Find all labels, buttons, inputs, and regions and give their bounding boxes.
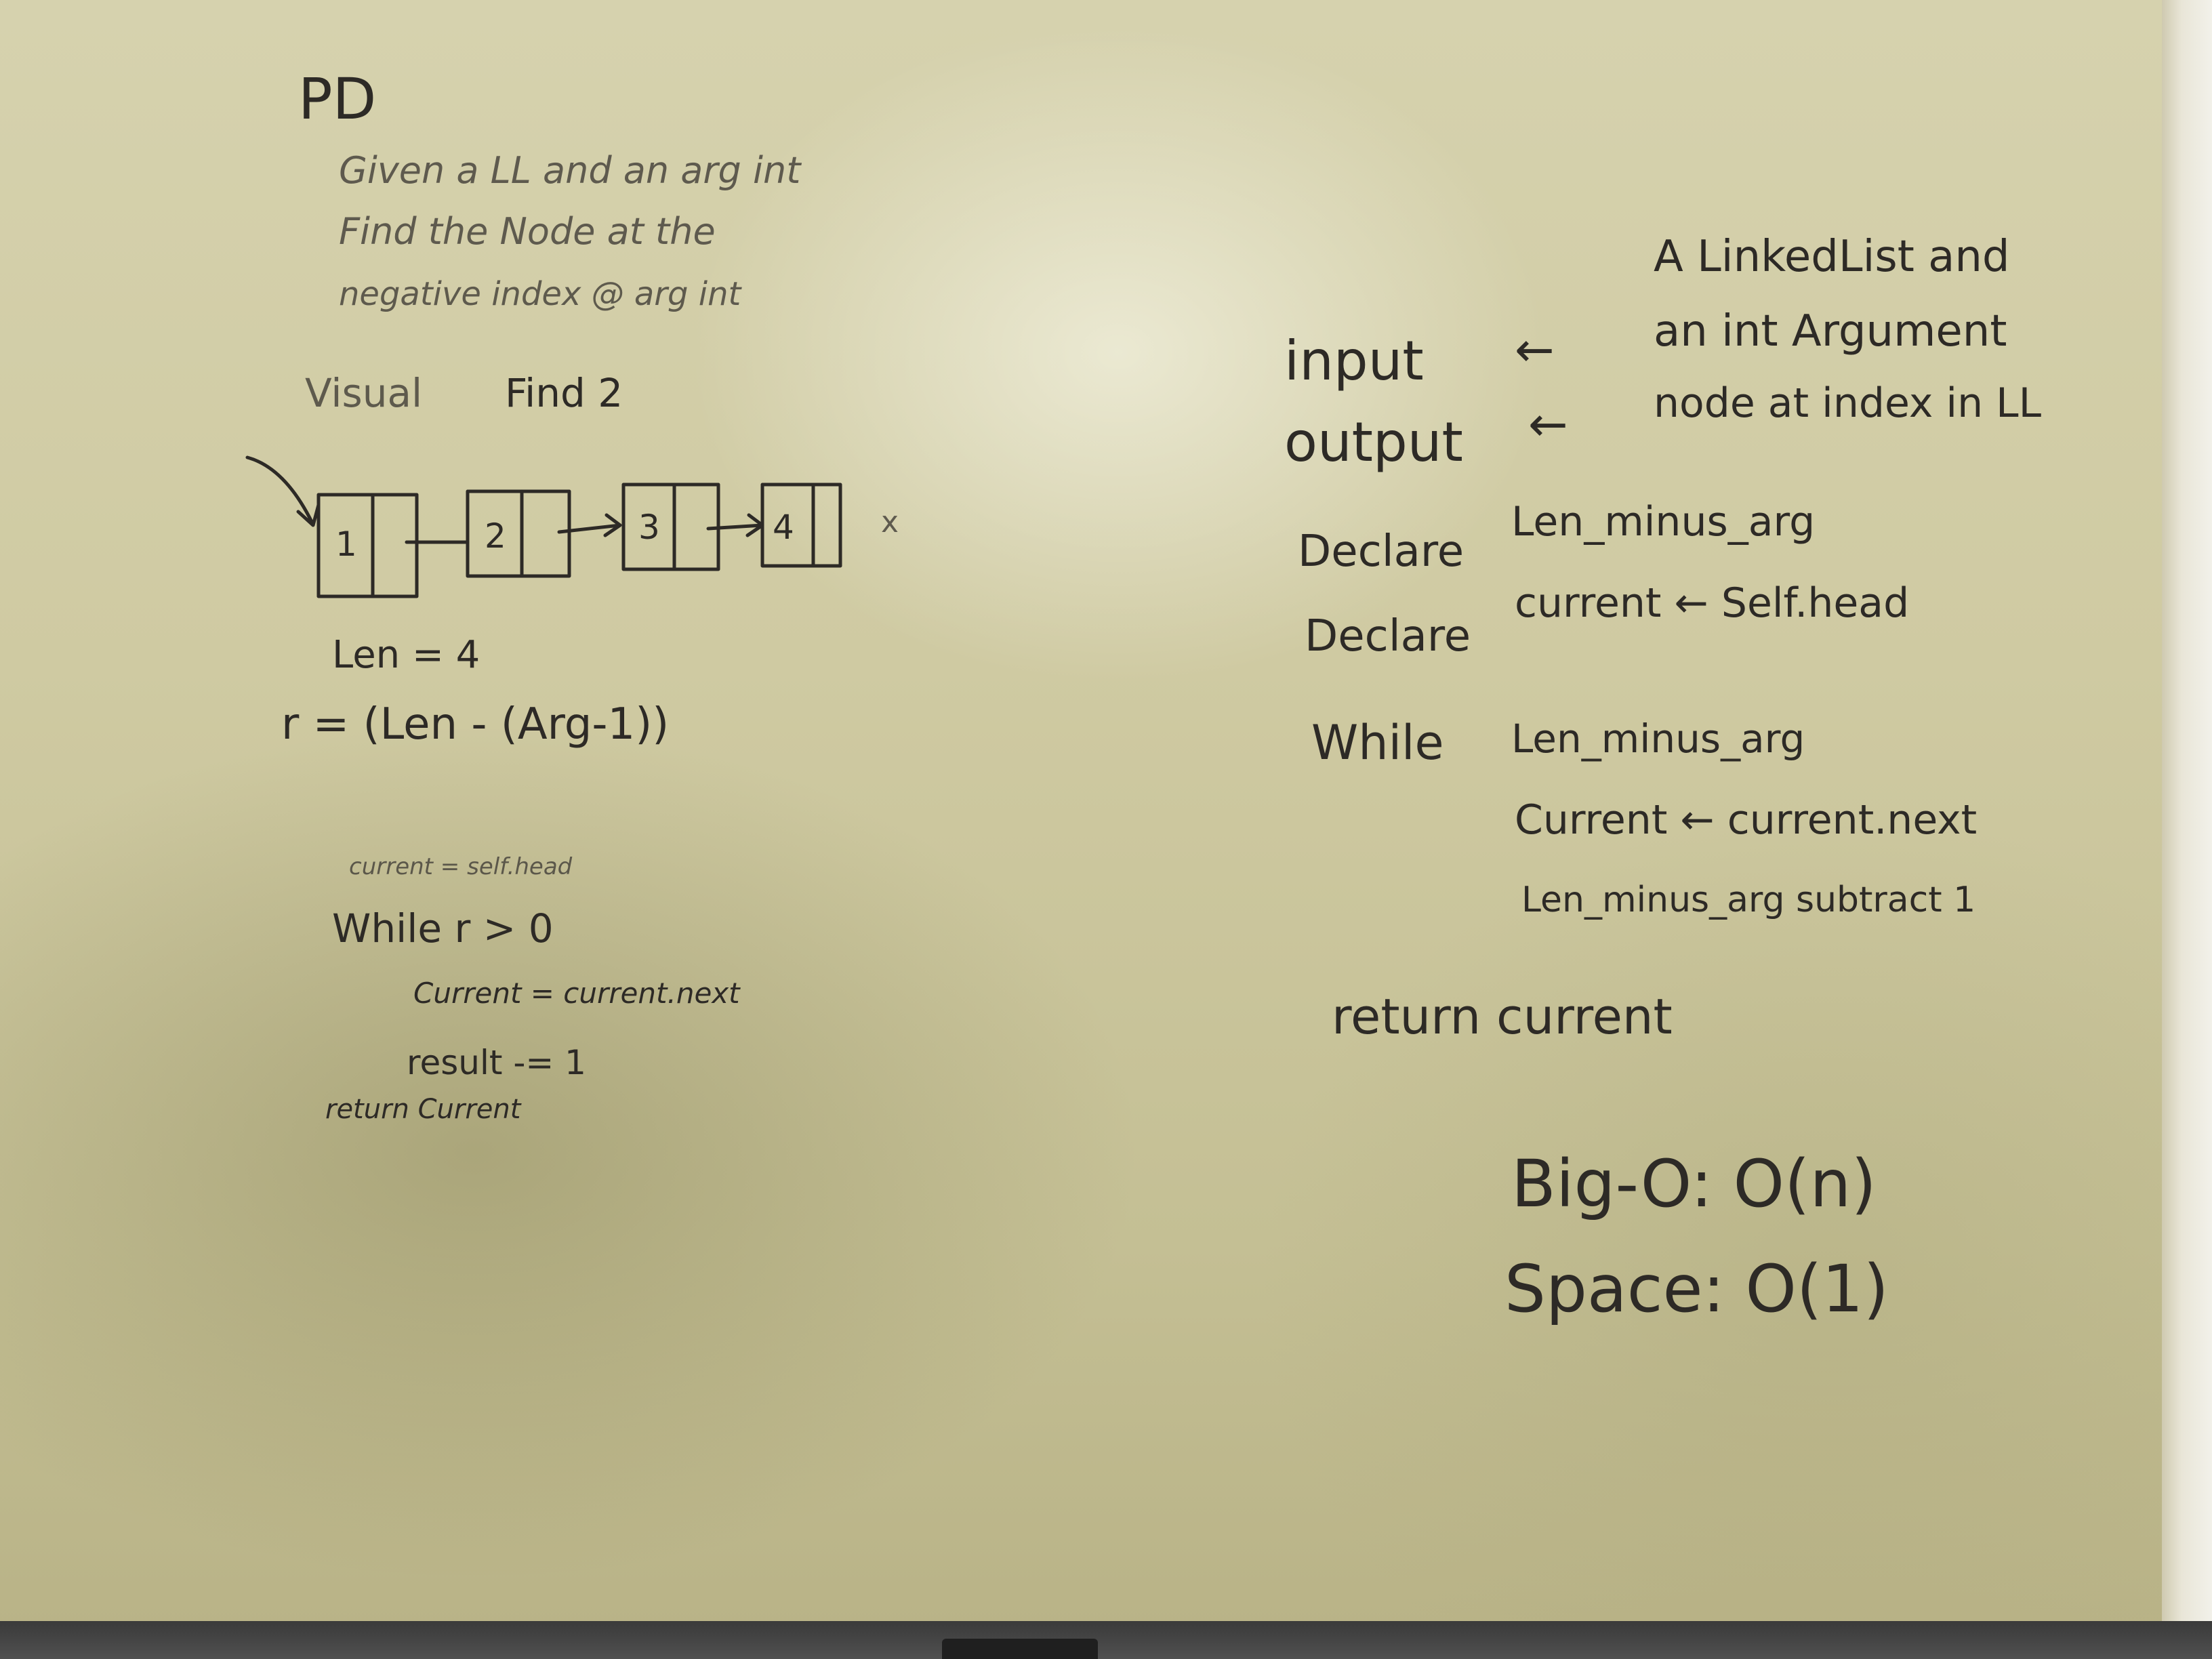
problem-line-3: negative index @ arg int [339, 275, 741, 313]
length-line: Len = 4 [332, 633, 480, 677]
input-arrow-icon: ← [1515, 322, 1555, 377]
problem-line-2: Find the Node at the [339, 210, 716, 253]
list-node [623, 485, 718, 569]
node-box [623, 485, 718, 569]
output-label: output [1284, 411, 1463, 474]
eraser [942, 1639, 1098, 1659]
linked-list-diagram [247, 457, 899, 596]
declare-variable: current ← Self.head [1515, 579, 1910, 627]
list-node [319, 495, 417, 596]
marker-tray [0, 1621, 2212, 1659]
declare-variable: Len_minus_arg [1511, 498, 1816, 546]
code-line-3: Current = current.next [413, 977, 740, 1010]
index-formula: r = (Len - (Arg-1)) [281, 699, 670, 750]
space-complexity: Space: O(1) [1504, 1251, 1889, 1327]
node-value: 3 [638, 508, 660, 547]
while-body-line: Current ← current.next [1515, 796, 1978, 844]
list-node [762, 485, 840, 566]
while-condition: Len_minus_arg [1511, 716, 1805, 762]
visual-label: Visual [305, 370, 423, 416]
while-keyword: While [1311, 715, 1444, 771]
return-statement: return current [1332, 988, 1673, 1045]
node-box [319, 495, 417, 596]
input-label: input [1284, 329, 1424, 392]
node-value: 2 [485, 516, 506, 556]
code-line-1: current = self.head [349, 853, 573, 880]
declare-keyword: Declare [1298, 527, 1465, 577]
code-line-4: result -= 1 [407, 1043, 586, 1082]
next-arrow [708, 515, 762, 535]
while-body-line: Len_minus_arg subtract 1 [1521, 880, 1976, 920]
node-value: 4 [773, 508, 794, 547]
node-box [468, 491, 569, 576]
output-description: node at index in LL [1654, 380, 2042, 427]
code-line-2: While r > 0 [332, 905, 554, 951]
input-description-line-1: A LinkedList and [1654, 232, 2010, 282]
declare-keyword: Declare [1305, 611, 1471, 661]
code-line-5: return Current [325, 1094, 521, 1125]
input-description-line-2: an int Argument [1654, 306, 2007, 356]
output-arrow-icon: ← [1528, 396, 1568, 452]
visual-example: Find 2 [505, 370, 623, 416]
list-terminator: x [881, 505, 899, 539]
node-value: 1 [335, 525, 357, 564]
time-complexity: Big-O: O(n) [1511, 1146, 1877, 1222]
problem-line-1: Given a LL and an arg int [339, 149, 801, 192]
head-pointer-arrow [247, 457, 312, 522]
problem-heading: PD [298, 66, 377, 132]
list-node [468, 491, 569, 576]
